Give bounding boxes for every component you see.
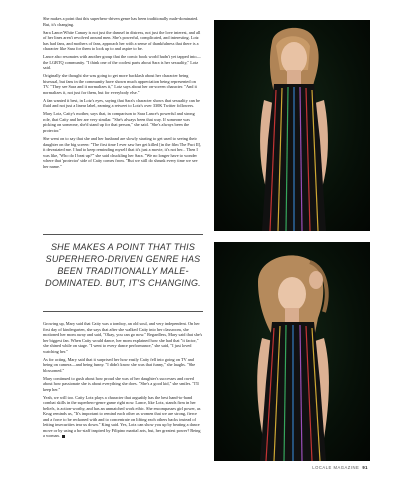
paragraph [43, 395, 203, 439]
portrait-photo-bottom [214, 242, 370, 461]
page-footer [312, 465, 368, 470]
paragraph: Sara Lance/White Canary is not just the damsel in distress, not just the love interest, and all of her lines aren't revolved around men. She's powerful, complicated, and interesting. Lotz has had fans, and mothers of fans, approach her with a sense of thankfulness that there is a character like Sara for them to look up to and aspire to be. [43, 29, 201, 52]
paragraph: Growing up, Mary said that Caity was a tomboy, an old soul, and very independent. On her first day of kindergarten, she says that after she walked Caity into her classroom, she motioned her mom away and said, "Okay, you can go now." Regardless, Mary said that she's her biggest fan. When Caity would dance, her mom explained how she had that "it factor," she shined while on stage. "I went to every dance performance," she said, "I just loved watching her." [43, 321, 203, 354]
paragraph: She went on to say that she and her husband are slowly starting to get used to seeing their daughter on the big screen: "The first time I ever saw her get killed [in the film The Pact II], it devastated me. I had to keep reminding myself that it's just a movie, it's not her... Then I was like, 'Who do I beat up?'" she said chuckling her Sara. "We no longer have to wonder where that 'protector' side of Caity comes from. "But we still do shrunk every time we see her name." [43, 136, 202, 169]
paragraph: Mary Lotz, Caity's mother, says that, in comparison to Sara Lance's powerful and strong role, that Caity and her are very similar. "She's always been that way. If someone was picking on someone, she'd stand up for that person," she said. "She's always been the protector." [43, 111, 195, 133]
paragraph: She makes a point that this superhero-driven genre has been traditionally male-dominated. But, it's changing. [43, 16, 199, 27]
portrait-figure [214, 20, 370, 231]
paragraph: Originally she thought she was going to get more backlash about her character being bisexual, but fans in the community have shown much appreciation being represented on TV. "They see Sara and it normalizes it," Lotz says about her on-screen character. "And it normalizes it, not just for them, but for everybody else." [43, 73, 197, 95]
paragraph: Lance also resonates with another group that the comic book world hadn't yet tapped into—the LGBTQ community. "I think one of the coolest parts about Sara is her sexuality," Lotz said. [43, 54, 201, 71]
article-column-bottom [43, 321, 203, 441]
paragraph: As for acting, Mary said that it surprised her how easily Caity fell into going on TV and being on camera—and being funny. "I didn't know she was that funny," she laughs. "She blossomed." [43, 356, 196, 373]
article-column-top [43, 16, 203, 172]
portrait-figure [214, 242, 370, 461]
portrait-photo-top [214, 20, 370, 231]
paragraph-text: Yeah, we will too. Caity Lotz plays a character that arguably has the best hand-to-hand combat skills in the superhero-genre game right now. Lance, like Lotz, stands firm in her beliefs, is action-worthy, and has an unmatched work ethic. She encompasses girl power, as Krug reminds us, "It's important to remind each other as women that we are strong, fierce and a force to be reckoned with and to concentrate on lifting each others backs instead of letting insecurities tear us down." King said. Yes, Lotz can show you up by beating a dance move or by using a bo-staff inspired by Filipino martial arts, but, her greatest power? Being a woman. [43, 394, 201, 439]
paragraph: Mary continued to gush about how proud she was of her daughter's successes and raved about how passionate she is about everything she does. "She's a good kid," she smiles. "I'll keep her." [43, 375, 199, 392]
paragraph: A fan wanted it best, in Lotz's eyes, saying that Sara's character shows that sexuality can be fluid and not just a linear label, earning a retweet to Lotz's over 330K Twitter followers. [43, 97, 200, 109]
pull-quote: SHE MAKES A POINT THAT THIS SUPERHERO-DRIVEN GENRE HAS BEEN TRADITIONALLY MALE-DOMINATED. BUT, IT'S CHANGING. [43, 234, 203, 312]
page-number: 91 [362, 465, 368, 470]
magazine-name: LOCALE MAGAZINE [312, 465, 360, 470]
end-mark-icon [62, 435, 65, 438]
